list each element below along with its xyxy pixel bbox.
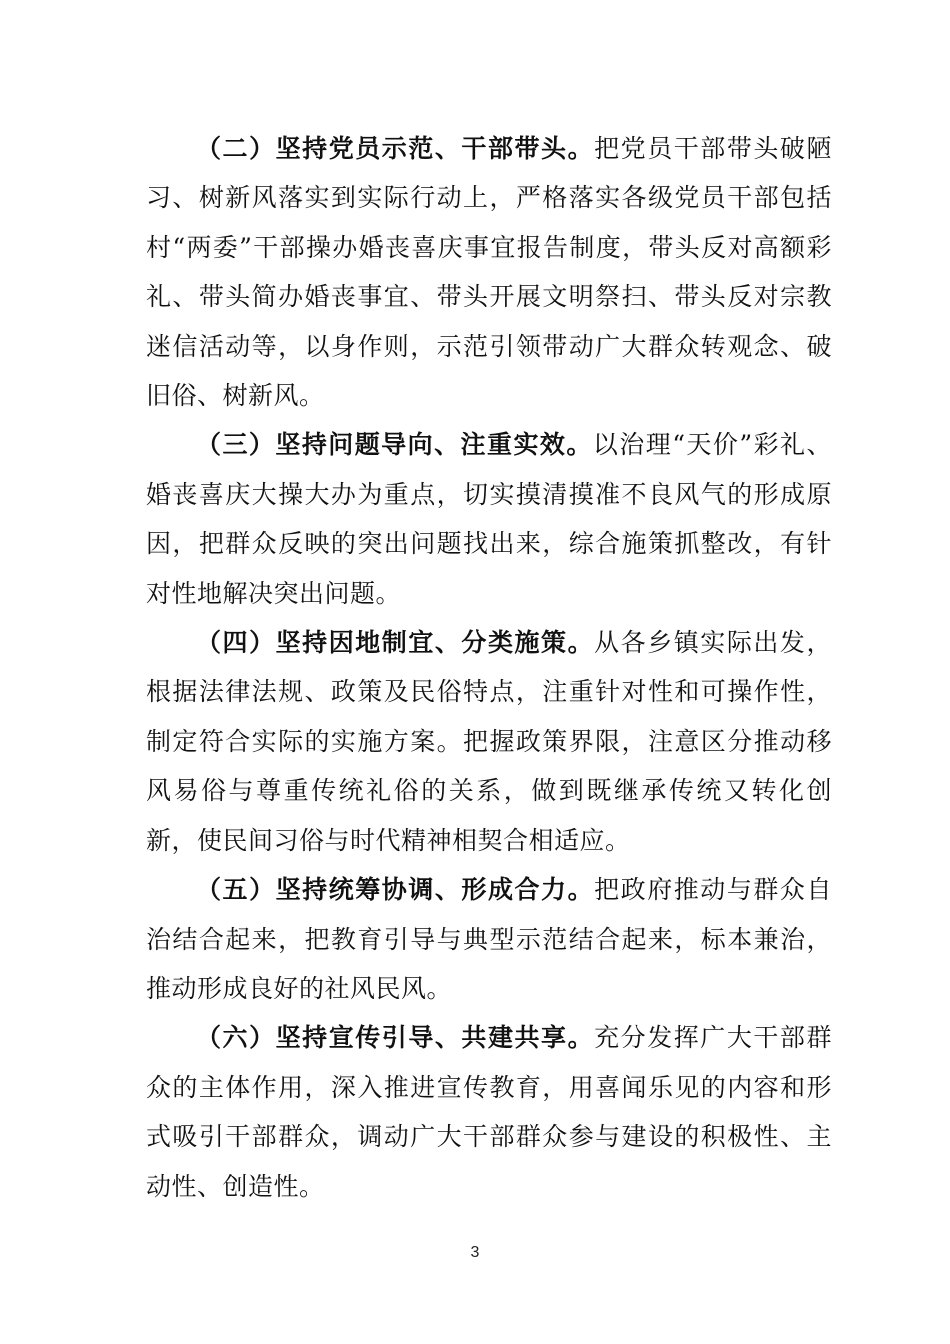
paragraph-heading: （二）坚持党员示范、干部带头。	[196, 134, 595, 163]
document-body	[146, 124, 832, 1211]
paragraph-heading: （五）坚持统筹协调、形成合力。	[196, 875, 595, 905]
paragraph-body: 把党员干部带头破陋习、树新风落实到实际行动上，严格落实各级党员干部包括村“两委”干部操办婚丧喜庆事宜报告制度，带头反对高额彩礼、带头简办婚丧事宜、带头开展文明祭扫、带头反对宗教迷信活动等，以身作则，示范引领带动广大群众转观念、破旧俗、树新风。	[146, 134, 832, 411]
paragraph-heading: （六）坚持宣传引导、共建共享。	[196, 1023, 595, 1053]
paragraph-2	[146, 124, 832, 420]
paragraph-4	[146, 618, 832, 865]
paragraph-body: 以治理“天价”彩礼、婚丧喜庆大操大办为重点，切实摸清摸准不良风气的形成原因，把群众反映的突出问题找出来，综合施策抓整改，有针对性地解决突出问题。	[146, 430, 832, 608]
paragraph-heading: （四）坚持因地制宜、分类施策。	[196, 628, 595, 658]
paragraph-body: 从各乡镇实际出发，根据法律法规、政策及民俗特点，注重针对性和可操作性，制定符合实际的实施方案。把握政策界限，注意区分推动移风易俗与尊重传统礼俗的关系，做到既继承传统又转化创新，使民间习俗与时代精神相契合相适应。	[146, 628, 832, 855]
paragraph-body: 把政府推动与群众自治结合起来，把教育引导与典型示范结合起来，标本兼治，推动形成良好的社风民风。	[146, 875, 832, 1003]
paragraph-6	[146, 1013, 832, 1211]
paragraph-heading: （三）坚持问题导向、注重实效。	[196, 430, 593, 460]
paragraph-5	[146, 865, 832, 1013]
page-number: 3	[470, 1244, 480, 1261]
paragraph-body: 充分发挥广大干部群众的主体作用，深入推进宣传教育，用喜闻乐见的内容和形式吸引干部群众，调动广大干部群众参与建设的积极性、主动性、创造性。	[146, 1023, 832, 1201]
paragraph-3	[146, 420, 832, 618]
